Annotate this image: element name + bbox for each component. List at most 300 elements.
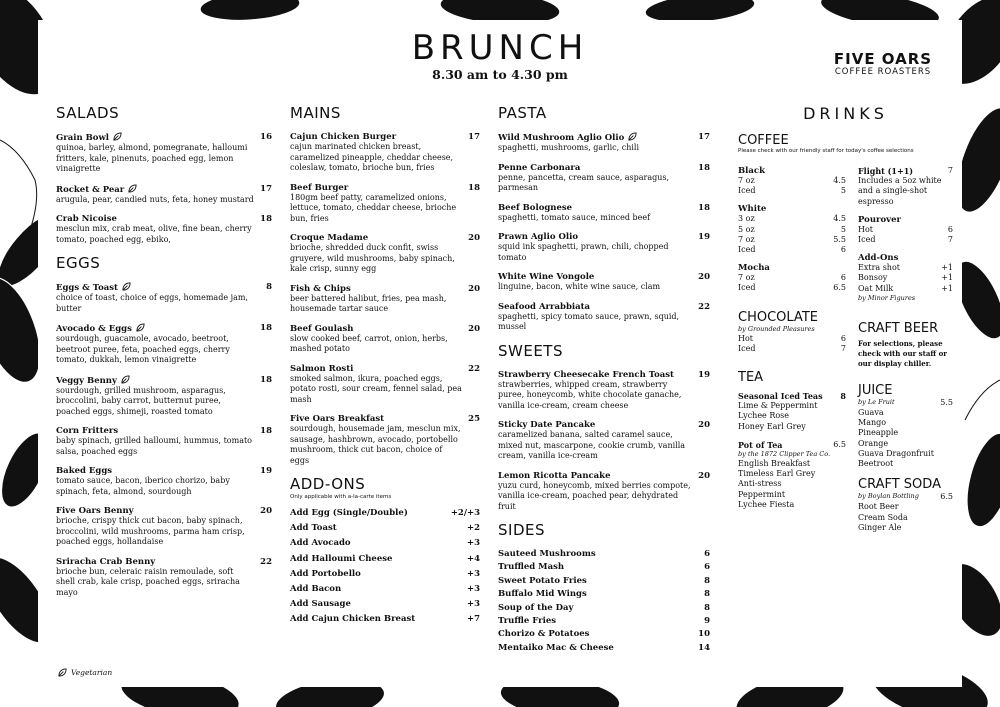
- drink-price: +1: [941, 283, 953, 293]
- menu-row: [498, 616, 710, 629]
- menu-row: [498, 603, 710, 616]
- pot-tea-list: [738, 459, 846, 510]
- menu-item-header: [290, 324, 480, 334]
- column-salads-eggs: [56, 104, 272, 607]
- menu-item-description: spaghetti, spicy tomato sauce, prawn, squid, mussel: [498, 311, 680, 331]
- vegetarian-leaf-icon: [58, 668, 67, 677]
- menu-row-price: 6: [704, 549, 710, 559]
- pasta-heading: PASTA: [498, 104, 547, 122]
- menu-card: [38, 20, 962, 687]
- menu-item-header: [498, 163, 710, 173]
- menu-item-header: [498, 232, 710, 242]
- drink-option: Beetroot: [858, 459, 894, 469]
- menu-row-name: Add Cajun Chicken Breast: [290, 614, 416, 625]
- menu-item-name: Cajun Chicken Burger: [290, 132, 397, 142]
- menu-item-name: Beef Bolognese: [498, 202, 573, 213]
- menu-item-name: Crab Nicoise: [56, 214, 117, 224]
- menu-item: [498, 132, 710, 154]
- opening-hours: 8.30 am to 4.30 pm: [432, 67, 568, 82]
- menu-row-name: Soup of the Day: [498, 602, 574, 613]
- vegetarian-leaf-icon: [136, 323, 145, 332]
- drink-size: 5 oz: [738, 224, 755, 234]
- menu-item-price: 19: [698, 232, 710, 242]
- menu-item-description: spaghetti, tomato sauce, minced beef: [498, 212, 651, 222]
- menu-row: [290, 538, 480, 553]
- menu-row-price: +3: [466, 568, 480, 579]
- menu-item-name: White Wine Vongole: [498, 272, 595, 282]
- menu-item: [498, 370, 710, 412]
- menu-row: [290, 554, 480, 569]
- coffee-left: [738, 162, 846, 533]
- menu-item: [290, 183, 480, 225]
- pourover-rows: [858, 225, 953, 245]
- brand-name: FIVE OARS: [833, 50, 933, 68]
- seasonal-tea-price: 8: [840, 391, 846, 402]
- sides-list: [498, 549, 710, 656]
- menu-item: [56, 282, 272, 314]
- menu-row-price: 10: [698, 629, 710, 640]
- menu-item-header: [56, 426, 272, 436]
- drink-price: 5: [840, 186, 846, 196]
- menu-item-name: Fish & Chips: [290, 283, 351, 294]
- menu-item-header: [56, 132, 272, 143]
- drink-size: Iced: [738, 186, 756, 196]
- flight-price: 7: [947, 166, 953, 175]
- menu-item-price: 19: [260, 466, 272, 476]
- menu-item-price: 19: [698, 369, 710, 380]
- flight-desc: Includes a 5oz white and a single-shot espresso: [858, 176, 942, 206]
- menu-row: [290, 508, 480, 523]
- vegetarian-leaf-icon: [628, 132, 637, 141]
- drink-size: Iced: [738, 343, 756, 353]
- menu-item: [290, 364, 480, 406]
- menu-row-price: 6: [704, 562, 710, 573]
- craft-soda-price: 6.5: [940, 492, 953, 502]
- menu-row-price: 8: [704, 589, 710, 600]
- menu-item-name: Sticky Date Pancake: [498, 420, 596, 430]
- vegetarian-leaf-icon: [128, 184, 137, 193]
- menu-item-header: [290, 183, 480, 193]
- drink-price: 6: [840, 245, 846, 255]
- drink-row: [738, 273, 846, 283]
- menu-item: [56, 426, 272, 457]
- menu-item-price: 18: [260, 426, 272, 436]
- menu-row-name: Add Toast: [290, 523, 337, 534]
- menu-item-description: brioche bun, celeraic raisin remoulade, soft shell crab, kale crisp, poached eggs, sriracha mayo: [56, 566, 240, 597]
- pourover-name: Pourover: [858, 214, 901, 225]
- menu-item-description: sourdough, grilled mushroom, asparagus, broccolini, baby carrot, butternut puree, poached eggs, shimeji, roasted tomato: [56, 385, 226, 416]
- menu-row-name: Chorizo & Potatoes: [498, 629, 590, 640]
- flight-row: [858, 166, 953, 176]
- menu-item-description: linguine, bacon, white wine sauce, clam: [498, 282, 661, 291]
- menu-item-description: brioche, shredded duck confit, swiss gruyere, wild mushrooms, baby spinach, kale crisp, sunny egg: [290, 243, 455, 273]
- menu-item: [56, 557, 272, 599]
- menu-item-header: [56, 375, 272, 386]
- menu-item-description: sourdough, housemade jam, mesclun mix, sausage, hashbrown, avocado, portobello mushroom, thick cut bacon, choice of eggs: [290, 424, 461, 465]
- menu-item-name: Rocket & Pear: [56, 184, 137, 195]
- vegetarian-leaf-icon: [122, 282, 131, 291]
- column-drinks: [738, 104, 953, 533]
- drink-row: [738, 344, 846, 354]
- menu-item-price: 18: [698, 162, 710, 173]
- vegetarian-legend: [54, 668, 112, 677]
- seasonal-tea-list: [738, 401, 846, 432]
- drink-option: Ginger Ale: [858, 522, 902, 532]
- menu-item-price: 20: [260, 506, 272, 516]
- menu-item-price: 18: [468, 182, 480, 193]
- tea-heading: TEA: [738, 370, 764, 386]
- menu-item-name: Salmon Rosti: [290, 363, 354, 374]
- menu-item-header: [498, 132, 710, 143]
- drink-option: Timeless Earl Grey: [738, 469, 816, 479]
- menu-row-price: +2/+3: [450, 508, 480, 518]
- juice-list: [858, 408, 953, 469]
- coffee-grid: [738, 162, 953, 533]
- vegetarian-label: Vegetarian: [71, 668, 113, 677]
- menu-item: [498, 203, 710, 224]
- menu-item-header: [56, 214, 272, 224]
- menu-item-name: Beef Goulash: [290, 323, 354, 334]
- pot-tea-price: 6.5: [833, 439, 846, 449]
- menu-row-price: +7: [466, 614, 480, 625]
- drink-size: 7 oz: [738, 273, 755, 283]
- pot-tea-name: Pot of Tea: [738, 439, 783, 450]
- brand-logo: [828, 50, 938, 77]
- drink-size: 7 oz: [738, 234, 755, 244]
- drink-size: 3 oz: [738, 214, 755, 224]
- drink-option: Lime & Peppermint: [738, 401, 818, 411]
- menu-item: [498, 420, 710, 462]
- drink-size: Hot: [858, 224, 874, 234]
- menu-item-name: Five Oars Breakfast: [290, 414, 385, 424]
- drink-row: [858, 235, 953, 245]
- seasonal-tea-name: Seasonal Iced Teas: [738, 391, 823, 402]
- sweets-list: [498, 370, 710, 513]
- drink-size: Hot: [738, 333, 754, 343]
- menu-item-description: cajun marinated chicken breast, caramelized pineapple, cheddar cheese, coleslaw, tomato, brioche bun, fries: [290, 142, 454, 172]
- menu-item-description: strawberries, whipped cream, strawberry puree, honeycomb, white chocolate ganache, vanilla ice-cream, cream cheese: [498, 379, 682, 410]
- mocha-name: Mocha: [738, 263, 770, 274]
- menu-item-name: Baked Eggs: [56, 466, 113, 476]
- menu-item: [498, 471, 710, 513]
- menu-item-name: Corn Fritters: [56, 426, 119, 436]
- menu-item-name: Veggy Benny: [56, 375, 130, 386]
- menu-row: [290, 584, 480, 599]
- drink-option: Pineapple: [858, 428, 899, 438]
- menu-item: [56, 375, 272, 418]
- menu-item: [56, 323, 272, 366]
- drinks-heading: DRINKS: [803, 104, 888, 123]
- menu-row: [290, 599, 480, 614]
- menu-item-name: Prawn Aglio Olio: [498, 232, 578, 242]
- drink-size: Oat Milk: [858, 283, 894, 293]
- menu-item-description: smoked salmon, ikura, poached eggs, potato rosti, sour cream, fennel salad, pea mash: [290, 373, 462, 404]
- menu-item: [498, 232, 710, 263]
- menu-row-price: +3: [466, 583, 480, 594]
- menu-item-price: 17: [468, 132, 480, 142]
- menu-item-price: 20: [468, 233, 480, 243]
- menu-item: [56, 132, 272, 175]
- drink-price: 7: [840, 343, 846, 353]
- coffee-addons-by: by Minor Figures: [858, 293, 916, 302]
- menu-item-price: 20: [698, 420, 710, 430]
- drink-size: Iced: [738, 283, 756, 293]
- menu-item-header: [498, 471, 710, 481]
- drink-size: Bonsoy: [858, 273, 888, 283]
- menu-item-price: 18: [260, 374, 272, 385]
- menu-item-name: Eggs & Toast: [56, 282, 131, 293]
- drink-row: [738, 235, 846, 245]
- black-name: Black: [738, 166, 765, 176]
- menu-row: [498, 549, 710, 562]
- menu-item: [56, 506, 272, 548]
- drink-option: Guava: [858, 408, 884, 418]
- menu-row-price: 8: [704, 602, 710, 613]
- menu-row-name: Buffalo Mid Wings: [498, 589, 587, 600]
- menu-item-name: Strawberry Cheesecake French Toast: [498, 369, 674, 380]
- menu-item-name: Avocado & Eggs: [56, 323, 145, 334]
- sides-heading: SIDES: [498, 521, 545, 539]
- white-name: White: [738, 204, 767, 215]
- drink-option: Lychee Fiesta: [738, 499, 795, 509]
- drink-row: [738, 214, 846, 224]
- menu-item-description: beer battered halibut, fries, pea mash, housemade tartar sauce: [290, 293, 447, 313]
- drink-price: +1: [941, 263, 953, 273]
- pot-tea-by: by the 1872 Clipper Tea Co.: [738, 450, 831, 459]
- menu-row-name: Add Halloumi Cheese: [290, 553, 393, 564]
- drink-size: 7 oz: [738, 176, 755, 185]
- menu-item-header: [290, 132, 480, 142]
- menu-item-price: 8: [266, 282, 272, 292]
- menu-item-description: yuzu curd, honeycomb, mixed berries compote, vanilla ice-cream, poached pear, dehydrated fruit: [498, 480, 691, 511]
- drink-price: 6: [947, 224, 953, 234]
- chocolate-heading: CHOCOLATE: [738, 309, 818, 325]
- pot-tea-row: [738, 440, 846, 450]
- menu-item-header: [290, 233, 480, 243]
- menu-row: [290, 569, 480, 584]
- menu-row: [290, 614, 480, 629]
- drink-option: Root Beer: [858, 502, 899, 512]
- drink-option: Guava Dragonfruit: [858, 448, 934, 458]
- mains-heading: MAINS: [290, 104, 341, 122]
- flight-name: Flight (1+1): [858, 166, 914, 176]
- menu-item-description: tomato sauce, bacon, iberico chorizo, baby spinach, feta, almond, sourdough: [56, 476, 230, 496]
- menu-item-description: sourdough, guacamole, avocado, beetroot, beetroot puree, feta, poached eggs, cherry tomato, dukkah, lemon vinaigrette: [56, 334, 230, 364]
- juice-by: by Le Fruit: [858, 397, 895, 406]
- craft-beer-heading: CRAFT BEER: [858, 320, 939, 336]
- drink-row: [858, 284, 953, 294]
- coffee-addons-name: Add-Ons: [858, 253, 899, 264]
- menu-item-header: [56, 506, 272, 516]
- menu-item-name: Sriracha Crab Benny: [56, 556, 156, 567]
- chocolate-rows: [738, 334, 846, 354]
- menu-item: [498, 302, 710, 333]
- menu-item-description: quinoa, barley, almond, pomegranate, halloumi fritters, kale, pinenuts, poached egg, lemon vinaigrette: [56, 143, 248, 173]
- black-rows: [738, 176, 846, 196]
- menu-row-name: Add Egg (Single/Double): [290, 508, 408, 518]
- eggs-list: [56, 282, 272, 598]
- menu-item-description: squid ink spaghetti, prawn, chili, chopped tomato: [498, 242, 669, 262]
- drink-row: [858, 263, 953, 273]
- drink-price: 5: [840, 224, 846, 234]
- drink-option: Orange: [858, 438, 889, 448]
- menu-row-name: Truffled Mash: [498, 562, 565, 573]
- drink-price: 4.5: [833, 176, 846, 185]
- drink-option: Honey Earl Grey: [738, 421, 806, 431]
- drink-size: Extra shot: [858, 263, 900, 273]
- menu-item-header: [290, 364, 480, 374]
- mocha-rows: [738, 273, 846, 293]
- menu-item-price: 20: [468, 283, 480, 294]
- menu-row-name: Sauteed Mushrooms: [498, 549, 596, 559]
- menu-row: [498, 562, 710, 575]
- menu-item: [290, 233, 480, 275]
- menu-item-price: 17: [698, 132, 710, 142]
- menu-item-price: 25: [468, 414, 480, 424]
- pasta-list: [498, 132, 710, 333]
- menu-item-header: [498, 370, 710, 380]
- craft-soda-by: by Boylan Bottling: [858, 492, 919, 501]
- menu-item-price: 17: [260, 183, 272, 194]
- menu-row: [498, 643, 710, 656]
- menu-item-header: [498, 272, 710, 282]
- menu-item: [498, 163, 710, 194]
- drink-price: 4.5: [833, 214, 846, 224]
- menu-item-header: [56, 282, 272, 293]
- drink-row: [858, 225, 953, 235]
- menu-item-header: [498, 302, 710, 312]
- menu-row-name: Mentaiko Mac & Cheese: [498, 642, 614, 653]
- drink-price: 5.5: [833, 234, 846, 244]
- menu-row-name: Sweet Potato Fries: [498, 575, 587, 586]
- column-mains-addons: [290, 104, 480, 630]
- menu-item: [290, 414, 480, 466]
- drink-row: [738, 245, 846, 255]
- addons-heading: ADD-ONS: [290, 475, 366, 493]
- drink-option: Cream Soda: [858, 512, 908, 522]
- menu-row: [498, 576, 710, 589]
- drink-price: 6.5: [833, 283, 846, 293]
- menu-item-header: [56, 466, 272, 476]
- menu-item-header: [498, 420, 710, 430]
- drink-row: [738, 186, 846, 196]
- drink-size: Iced: [858, 235, 876, 245]
- drink-option: Peppermint: [738, 489, 786, 499]
- vegetarian-leaf-icon: [121, 375, 130, 384]
- coffee-note: Please check with our friendly staff for today's coffee selections: [738, 148, 914, 154]
- column-pasta-sweets-sides: [498, 104, 710, 656]
- menu-item-price: 20: [468, 323, 480, 334]
- menu-item: [56, 466, 272, 497]
- menu-row-price: 9: [704, 615, 710, 626]
- menu-item: [290, 284, 480, 315]
- menu-item: [290, 324, 480, 355]
- sweets-heading: SWEETS: [498, 341, 563, 360]
- menu-item-header: [290, 284, 480, 294]
- menu-row-name: Add Bacon: [290, 583, 342, 594]
- menu-title: BRUNCH: [411, 28, 589, 68]
- salads-heading: SALADS: [56, 104, 120, 122]
- menu-item-price: 18: [698, 202, 710, 213]
- drink-row: [738, 225, 846, 235]
- menu-item-price: 22: [698, 301, 710, 312]
- coffee-right: [858, 162, 953, 533]
- addons-note: Only applicable with a-la-carte items: [290, 494, 392, 500]
- menu-item-description: slow cooked beef, carrot, onion, herbs, mashed potato: [290, 333, 448, 353]
- menu-row-price: +3: [466, 599, 480, 610]
- menu-item-price: 18: [260, 214, 272, 224]
- addons-list: [290, 508, 480, 630]
- brand-subtitle: COFFEE ROASTERS: [834, 67, 932, 77]
- menu-item: [498, 272, 710, 293]
- vegetarian-leaf-icon: [113, 132, 122, 141]
- menu-row-name: Add Sausage: [290, 599, 351, 610]
- menu-item-name: Beef Burger: [290, 182, 349, 193]
- menu-row-name: Truffle Fries: [498, 615, 557, 626]
- menu-item-price: 18: [260, 323, 272, 333]
- menu-item-name: Wild Mushroom Aglio Olio: [498, 132, 637, 143]
- menu-item-header: [290, 414, 480, 424]
- craft-soda-list: [858, 502, 953, 533]
- menu-item: [56, 214, 272, 245]
- menu-item-name: Seafood Arrabbiata: [498, 301, 591, 312]
- menu-item-name: Grain Bowl: [56, 132, 122, 143]
- drink-option: English Breakfast: [738, 459, 811, 469]
- drink-row: [738, 334, 846, 344]
- juice-price: 5.5: [940, 397, 953, 407]
- craft-soda-heading: CRAFT SODA: [858, 477, 941, 493]
- drink-row: [858, 273, 953, 283]
- menu-item-header: [56, 557, 272, 567]
- white-rows: [738, 214, 846, 255]
- menu-row-price: +3: [466, 538, 480, 549]
- menu-item-name: Five Oars Benny: [56, 506, 134, 516]
- coffee-addons-rows: [858, 263, 953, 294]
- menu-item-description: baby spinach, grilled halloumi, hummus, tomato salsa, poached eggs: [56, 436, 252, 456]
- menu-item-price: 20: [698, 272, 710, 282]
- menu-item-header: [498, 203, 710, 213]
- craft-beer-desc: For selections, please check with our staff or our display chiller.: [858, 338, 947, 368]
- menu-row-price: 8: [704, 575, 710, 586]
- menu-row-name: Add Portobello: [290, 568, 361, 579]
- drink-row: [738, 176, 846, 186]
- menu-item-header: [56, 184, 272, 195]
- drink-price: +1: [941, 273, 953, 283]
- menu-item-description: penne, pancetta, cream sauce, asparagus, parmesan: [498, 172, 670, 192]
- coffee-heading: COFFEE: [738, 133, 789, 148]
- menu-row-price: 14: [698, 642, 710, 653]
- juice-by-row: [858, 398, 953, 408]
- menu-item-price: 20: [698, 470, 710, 481]
- menu-row-price: +2: [466, 523, 480, 534]
- menu-row: [498, 589, 710, 602]
- menu-row-name: Add Avocado: [290, 538, 351, 549]
- menu-item-description: caramelized banana, salted caramel sauce, mixed nut, mascarpone, cookie crumb, vanilla cream, vanilla ice-cream: [498, 430, 686, 460]
- mains-list: [290, 132, 480, 466]
- drink-price: 6: [840, 273, 846, 283]
- salads-list: [56, 132, 272, 245]
- menu-item-description: arugula, pear, candied nuts, feta, honey mustard: [56, 194, 254, 204]
- menu-item-description: mesclun mix, crab meat, olive, fine bean, cherry tomato, poached egg, ebiko,: [56, 224, 252, 244]
- menu-item-name: Lemon Ricotta Pancake: [498, 470, 611, 481]
- menu-item: [290, 132, 480, 174]
- drink-price: 7: [947, 235, 953, 245]
- drink-row: [738, 283, 846, 293]
- menu-row: [290, 523, 480, 538]
- menu-item-price: 22: [468, 363, 480, 374]
- menu-item-price: 16: [260, 132, 272, 142]
- menu-item-description: brioche, crispy thick cut bacon, baby spinach, broccolini, wild mushrooms, parma ham crisp, poached eggs, hollandaise: [56, 516, 245, 546]
